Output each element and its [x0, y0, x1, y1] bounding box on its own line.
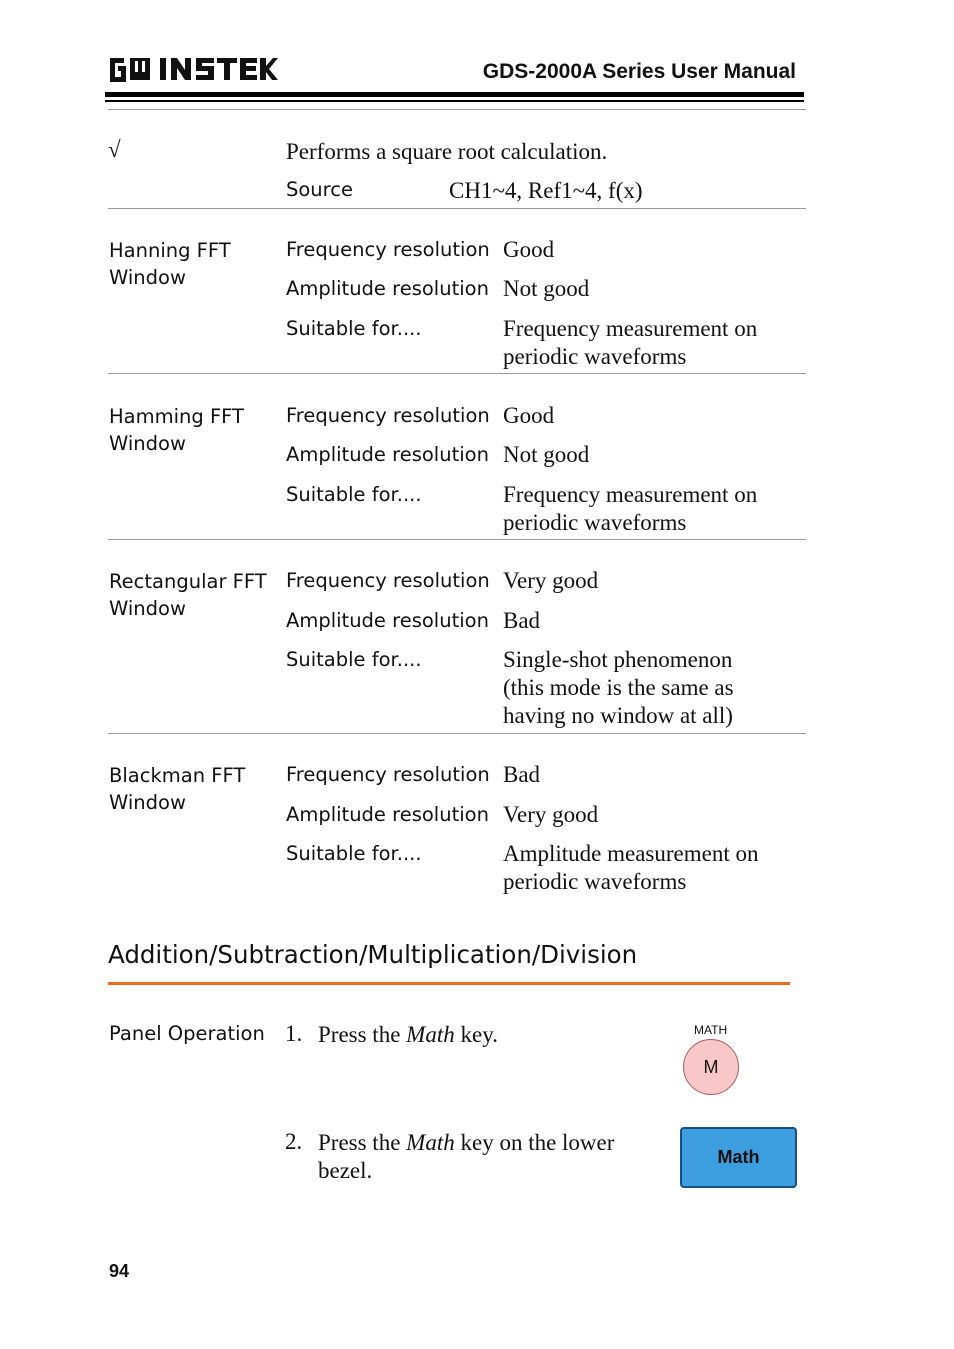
- suitable-label: Suitable for....: [286, 648, 422, 671]
- page-number: 94: [109, 1261, 130, 1281]
- window-name-rectangular: [109, 568, 267, 622]
- suitable-value: [503, 315, 757, 371]
- table-top-rule: [108, 109, 806, 110]
- step-text-part: Press the: [318, 1130, 407, 1155]
- freq-res-label: Frequency resolution: [286, 569, 490, 592]
- window-name-line2: Window: [109, 791, 186, 814]
- suitable-line: Amplitude measurement on: [503, 841, 759, 866]
- window-name-blackman: [109, 762, 245, 816]
- row-separator: [108, 208, 806, 209]
- suitable-label: Suitable for....: [286, 317, 422, 340]
- sqrt-source-value: CH1~4, Ref1~4, f(x): [449, 178, 643, 203]
- step-text-part: Press the: [318, 1022, 407, 1047]
- suitable-line: periodic waveforms: [503, 869, 687, 894]
- amp-res-value: Very good: [503, 802, 599, 827]
- freq-res-value: Bad: [503, 762, 541, 787]
- math-bezel-button[interactable]: Math: [680, 1127, 797, 1188]
- window-name-line1: Rectangular FFT: [109, 570, 267, 593]
- suitable-label: Suitable for....: [286, 483, 422, 506]
- section-heading-rule: [108, 982, 790, 985]
- window-name-line2: Window: [109, 432, 186, 455]
- math-key-letter: M: [703, 1056, 719, 1077]
- step-text-part: bezel.: [318, 1158, 373, 1183]
- amp-res-label: Amplitude resolution: [286, 609, 489, 632]
- sqrt-source-label: Source: [286, 178, 353, 201]
- step-2-text: [318, 1129, 614, 1185]
- step-1-text: [318, 1021, 498, 1049]
- amp-res-value: Bad: [503, 608, 541, 633]
- header-rule-thin: [105, 100, 804, 102]
- header-rule-thick: [105, 92, 804, 97]
- window-name-line1: Hanning FFT: [109, 239, 231, 262]
- suitable-value: [503, 646, 734, 730]
- sqrt-symbol: √: [108, 137, 121, 162]
- amp-res-value: Not good: [503, 442, 590, 467]
- suitable-line: having no window at all): [503, 703, 733, 728]
- gw-instek-logo: [108, 52, 278, 86]
- suitable-line: periodic waveforms: [503, 510, 687, 535]
- suitable-line: (this mode is the same as: [503, 675, 734, 700]
- window-name-hanning: [109, 237, 231, 291]
- step-text-part: key on the lower: [454, 1130, 615, 1155]
- row-separator: [108, 373, 806, 374]
- freq-res-label: Frequency resolution: [286, 238, 490, 261]
- suitable-line: Single-shot phenomenon: [503, 647, 733, 672]
- amp-res-label: Amplitude resolution: [286, 443, 489, 466]
- step-number: 2.: [285, 1129, 303, 1154]
- freq-res-label: Frequency resolution: [286, 763, 490, 786]
- sqrt-description: Performs a square root calculation.: [286, 139, 608, 164]
- row-separator: [108, 733, 806, 734]
- freq-res-value: Good: [503, 237, 555, 262]
- window-name-line2: Window: [109, 597, 186, 620]
- amp-res-label: Amplitude resolution: [286, 803, 489, 826]
- step-text-part: key.: [454, 1022, 498, 1047]
- window-name-line1: Hamming FFT: [109, 405, 244, 428]
- suitable-line: Frequency measurement on: [503, 316, 758, 341]
- math-key-caption: MATH: [694, 1023, 728, 1037]
- section-heading: Addition/Subtraction/Multiplication/Division: [108, 940, 638, 969]
- panel-operation-label: Panel Operation: [109, 1022, 265, 1045]
- window-name-line2: Window: [109, 266, 186, 289]
- freq-res-value: Very good: [503, 568, 599, 593]
- math-key-name: Math: [406, 1130, 455, 1155]
- amp-res-label: Amplitude resolution: [286, 277, 489, 300]
- suitable-value: [503, 481, 757, 537]
- amp-res-value: Not good: [503, 276, 590, 301]
- suitable-line: periodic waveforms: [503, 344, 687, 369]
- window-name-line1: Blackman FFT: [109, 764, 246, 787]
- freq-res-value: Good: [503, 403, 555, 428]
- window-name-hamming: [109, 403, 244, 457]
- manual-title: GDS-2000A Series User Manual: [482, 60, 796, 83]
- row-separator: [108, 539, 806, 540]
- math-key-name: Math: [406, 1022, 455, 1047]
- freq-res-label: Frequency resolution: [286, 404, 490, 427]
- math-key-button[interactable]: [683, 1039, 739, 1095]
- suitable-line: Frequency measurement on: [503, 482, 758, 507]
- step-number: 1.: [285, 1021, 303, 1046]
- suitable-value: [503, 840, 759, 896]
- suitable-label: Suitable for....: [286, 842, 422, 865]
